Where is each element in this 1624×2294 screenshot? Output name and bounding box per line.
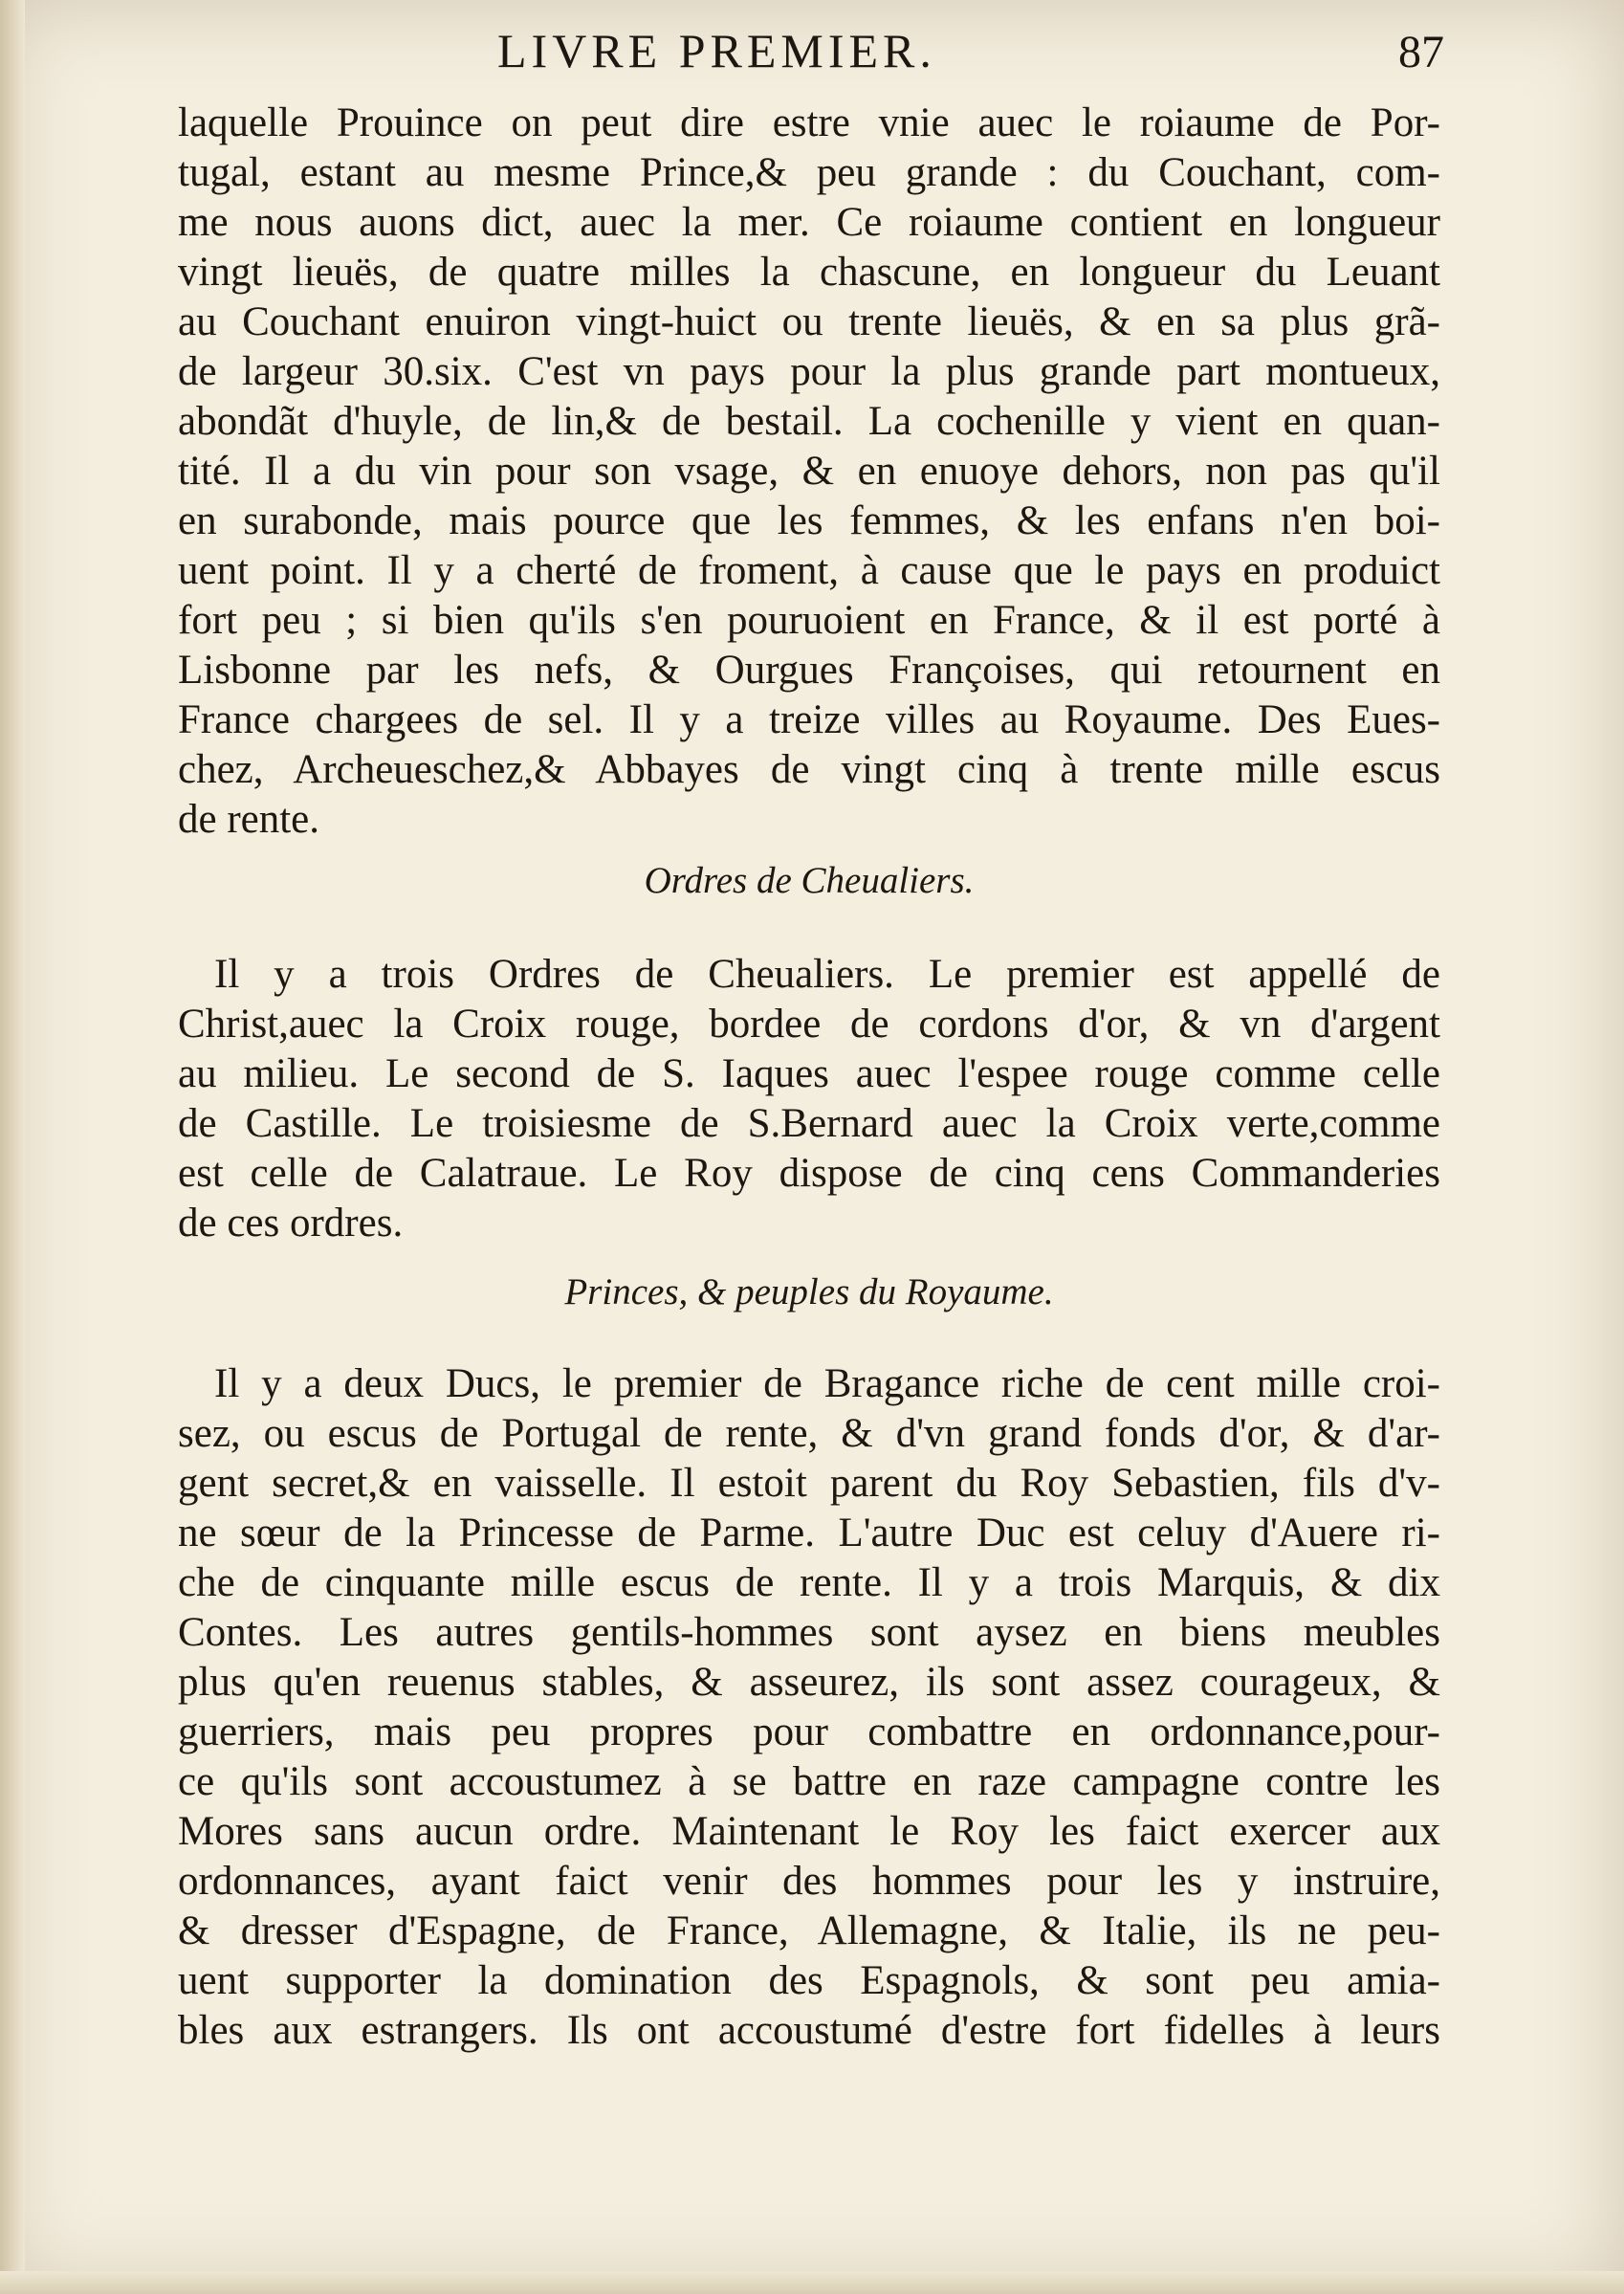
text-line: guerriers, mais peu propres pour combattre en ordonnance,pour- <box>178 1709 1440 1754</box>
text-line: & dresser d'Espagne, de France, Allemagne, & Italie, ils ne peu- <box>178 1908 1440 1953</box>
text-line: ce qu'ils sont accoustumez à se battre en raze campagne contre les <box>178 1759 1440 1804</box>
text-line: au milieu. Le second de S. Iaques auec l'espee rouge comme celle <box>178 1051 1440 1096</box>
text-line: Contes. Les autres gentils-hommes sont aysez en biens meubles <box>178 1610 1440 1655</box>
running-title: LIVRE PREMIER. <box>497 24 936 77</box>
page-number: 87 <box>1398 27 1444 77</box>
text-line: ordonnances, ayant faict venir des hommes pour les y instruire, <box>178 1859 1440 1904</box>
text-line: fort peu ; si bien qu'ils s'en pouruoient en France, & il est porté à <box>178 598 1440 643</box>
text-line: Il y a trois Ordres de Cheualiers. Le premier est appellé de <box>214 952 1440 997</box>
text-line: gent secret,& en vaisselle. Il estoit parent du Roy Sebastien, fils d'v- <box>178 1461 1440 1506</box>
text-line: Mores sans aucun ordre. Maintenant le Roy les faict exercer aux <box>178 1809 1440 1854</box>
text-line: en surabonde, mais pource que les femmes, & les enfans n'en boi- <box>178 498 1440 543</box>
text-line: de Castille. Le troisiesme de S.Bernard auec la Croix verte,comme <box>178 1101 1440 1146</box>
text-line: au Couchant enuiron vingt-huict ou trente lieuës, & en sa plus grã- <box>178 299 1440 344</box>
page-gutter-shadow <box>0 0 25 2294</box>
text-line: ne sœur de la Princesse de Parme. L'autre Duc est celuy d'Auere ri- <box>178 1511 1440 1555</box>
text-line: vingt lieuës, de quatre milles la chascune, en longueur du Leuant <box>178 250 1440 295</box>
text-line: chez, Archeueschez,& Abbayes de vingt cinq à trente mille escus <box>178 747 1440 792</box>
text-line: de rente. <box>178 797 320 842</box>
text-line: che de cinquante mille escus de rente. Il y a trois Marquis, & dix <box>178 1560 1440 1605</box>
text-line: abondãt d'huyle, de lin,& de bestail. La cochenille y vient en quan- <box>178 399 1440 444</box>
text-line: uent supporter la domination des Espagnols, & sont peu amia- <box>178 1958 1440 2003</box>
text-line: me nous auons dict, auec la mer. Ce roiaume contient en longueur <box>178 200 1440 245</box>
text-line: tugal, estant au mesme Prince,& peu grande : du Couchant, com- <box>178 150 1440 195</box>
section-heading-ordres: Ordres de Cheualiers. <box>644 860 975 901</box>
text-line: plus qu'en reuenus stables, & asseurez, ils sont assez courageux, & <box>178 1660 1440 1705</box>
text-line: de ces ordres. <box>178 1201 404 1246</box>
text-line: Christ,auec la Croix rouge, bordee de cordons d'or, & vn d'argent <box>178 1002 1440 1047</box>
text-line: Il y a deux Ducs, le premier de Bragance riche de cent mille croi- <box>214 1361 1440 1406</box>
text-line: tité. Il a du vin pour son vsage, & en enuoye dehors, non pas qu'il <box>178 449 1440 494</box>
text-line: laquelle Prouince on peut dire estre vnie auec le roiaume de Por- <box>178 100 1440 145</box>
text-line: France chargees de sel. Il y a treize villes au Royaume. Des Eues- <box>178 697 1440 742</box>
page-header <box>478 15 1444 84</box>
text-line: uent point. Il y a cherté de froment, à cause que le pays en produict <box>178 548 1440 593</box>
text-line: Lisbonne par les nefs, & Ourgues Françoises, qui retournent en <box>178 648 1440 693</box>
text-line: est celle de Calatraue. Le Roy dispose de cinq cens Commanderies <box>178 1151 1440 1196</box>
text-line: sez, ou escus de Portugal de rente, & d'vn grand fonds d'or, & d'ar- <box>178 1411 1440 1456</box>
text-line: de largeur 30.six. C'est vn pays pour la plus grande part montueux, <box>178 349 1440 394</box>
page-bottom-edge <box>0 2271 1624 2294</box>
text-line: bles aux estrangers. Ils ont accoustumé d'estre fort fidelles à leurs <box>178 2008 1440 2053</box>
section-heading-princes: Princes, & peuples du Royaume. <box>564 1271 1054 1312</box>
